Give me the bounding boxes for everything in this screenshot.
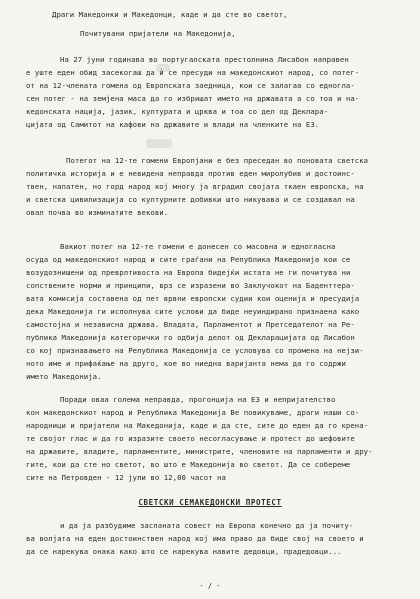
text-line: е уште еден обид засекогаш да ѝ се пресуди на македонскиот народ, со потег- bbox=[26, 68, 360, 77]
text-line: публика Македонија категорички го одбија делот од Декларацијата од Лисабон bbox=[26, 333, 355, 342]
protest-title: СВЕТСКИ СЕМАКЕДОНСКИ ПРОТЕСТ bbox=[138, 498, 282, 507]
text-line: сен потег - на земјена маса да го избришат името на државата а со тоа и на- bbox=[26, 94, 360, 103]
text-line: и светска цивилизација со културните добивки што никувава и се создавал на bbox=[26, 195, 355, 204]
text-line: твен, напатен, но горд народ кој многу ја вградил својата ткаен европска, на bbox=[26, 182, 364, 191]
text-line: сите на Петровден - 12 јули во 12,00 часот на bbox=[26, 473, 226, 482]
text-line: Потегот на 12-те гомени Европјани е без преседан во поновата светска bbox=[66, 156, 369, 165]
text-line: те својот глас и да го изразите своето несогласување и протест до шефовите bbox=[26, 434, 355, 443]
text-line: политичка историја и е невидена неправда против еден миролубив и достоинс- bbox=[26, 169, 355, 178]
text-line: Вакиот потег на 12-те гомени е донесен со масовна и едногласна bbox=[60, 242, 336, 251]
text-line: на државите, владите, парламентите, министрите, членовите на парламенти и дру- bbox=[26, 447, 373, 456]
text-line: овал почва во изминатите векови. bbox=[26, 208, 169, 217]
text-line: ва волјата на еден достоинствен народ кој има право да биде свој на своето и bbox=[26, 534, 364, 543]
text-line: кон македонскиот народ и Република Македонија Ве повикуваме, драги наши со- bbox=[26, 408, 360, 417]
salutation-line: Почитувани пријатели на Македонија, bbox=[80, 29, 236, 38]
text-line: На 27 јуни годинава во португалската престолнина Лисабон направен bbox=[60, 55, 349, 64]
text-line: возудознишени од преврлтивоста на Европа бидејќи истата не ги почитува ни bbox=[26, 268, 351, 277]
text-line: народници и пријатели на Македонија, каде и да сте, сите до еден да го крена- bbox=[26, 421, 369, 430]
text-line: името Македонија. bbox=[26, 372, 102, 381]
text-line: Поради оваа голема неправда, прогонција на ЕЗ и непријателство bbox=[60, 395, 336, 404]
text-line: вата комисија составена од пет врвни европски судии кои оцениja и пресудија bbox=[26, 294, 360, 303]
text-line: да се нарекува онака како што се нарекува навите дедовци, прадедовци... bbox=[26, 547, 342, 556]
text-line: сопствените норми и принципи, врз се изразени во Заклучокот на Баденттера- bbox=[26, 281, 355, 290]
text-line: цијата од Самитот на кафови на државите и влади на членките на ЕЗ. bbox=[26, 120, 320, 129]
text-line: ното име и прифаќање на друго, кое во ниедна варијанта нема да го содржи bbox=[26, 359, 346, 368]
text-line: со кој признавањето на Република Македонија се условува со промена на нејзи- bbox=[26, 346, 364, 355]
text-line: осуда од македонскиот народ и сите граѓани на Република Македонија кои се bbox=[26, 255, 351, 264]
text-line: от на 12-члената гомена од Европската заедница, кои се залагаа со едногла- bbox=[26, 81, 355, 90]
page-number: - / - bbox=[199, 582, 221, 590]
text-line: гите, кои да сте но светот, во што е Македонија во светот. Да се собереме bbox=[26, 460, 351, 469]
salutation-line: Драги Македонки и Македонци, каде и да сте во светот, bbox=[52, 10, 288, 19]
ink-smudge bbox=[146, 139, 172, 148]
text-line: и да ја разбудиме заспаната совест на Европа конечно да ја почиту- bbox=[60, 521, 354, 530]
text-line: самостојна и независна држава. Владата, Парламентот и Претседателот на Ре- bbox=[26, 320, 355, 329]
text-line: кедонската нација, јазик, културата и црква и тоа со дел од Деклара- bbox=[26, 107, 329, 116]
text-line: дека Македонија ги исполнува сите услови да биде неуиндирано признаена како bbox=[26, 307, 360, 316]
